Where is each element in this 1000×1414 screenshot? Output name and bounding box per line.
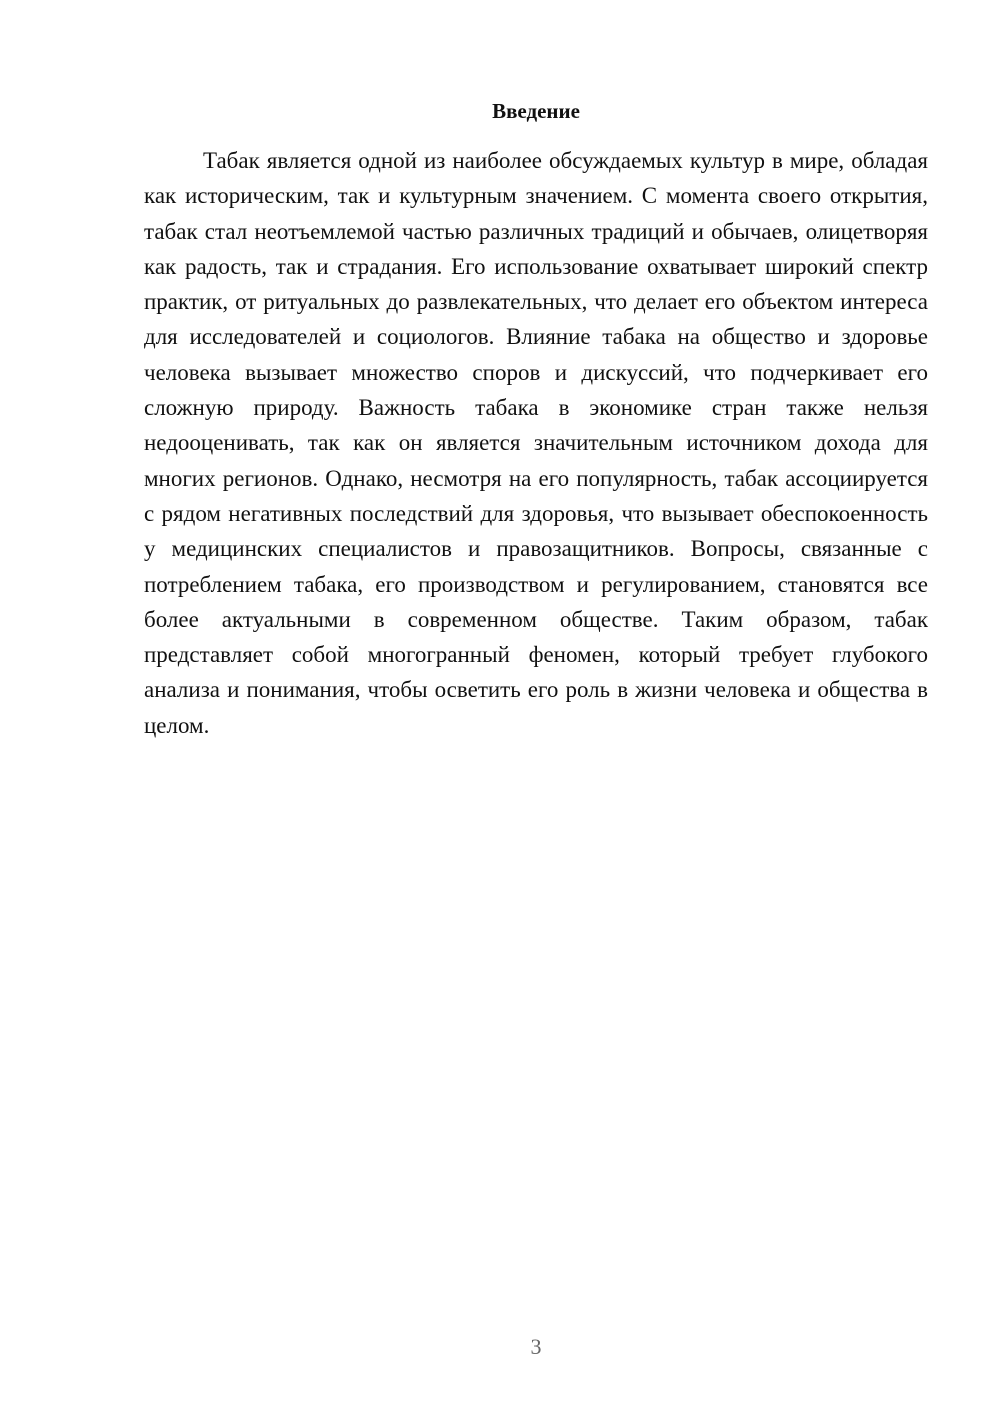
- section-heading: Введение: [492, 99, 580, 123]
- page-number: 3: [530, 1334, 542, 1359]
- intro-paragraph: Табак является одной из наиболее обсуждаемых культур в мире, обладая как историческим, так и культурным значением. С момента своего открытия, табак стал неотъемлемой частью различных традиций и обычаев, олицетворяя как радость, так и страдания. Его использование охватывает широкий спектр практик, от ритуальных до развлекательных, что делает его объектом интереса для исследователей и социологов. Влияние табака на общество и здоровье человека вызывает множество споров и дискуссий, что подчеркивает его сложную природу. Важность табака в экономике стран также нельзя недооценивать, так как он является значительным источником дохода для многих регионов. Однако, несмотря на его популярность, табак ассоциируется с рядом негативных последствий для здоровья, что вызывает обеспокоенность у медицинских специалистов и правозащитников. Вопросы, связанные с потреблением табака, его производством и регулированием, становятся все более актуальными в современном обществе. Таким образом, табак представляет собой многогранный феномен, который требует глубокого анализа и понимания, чтобы осветить его роль в жизни человека и общества в целом.: [144, 148, 928, 738]
